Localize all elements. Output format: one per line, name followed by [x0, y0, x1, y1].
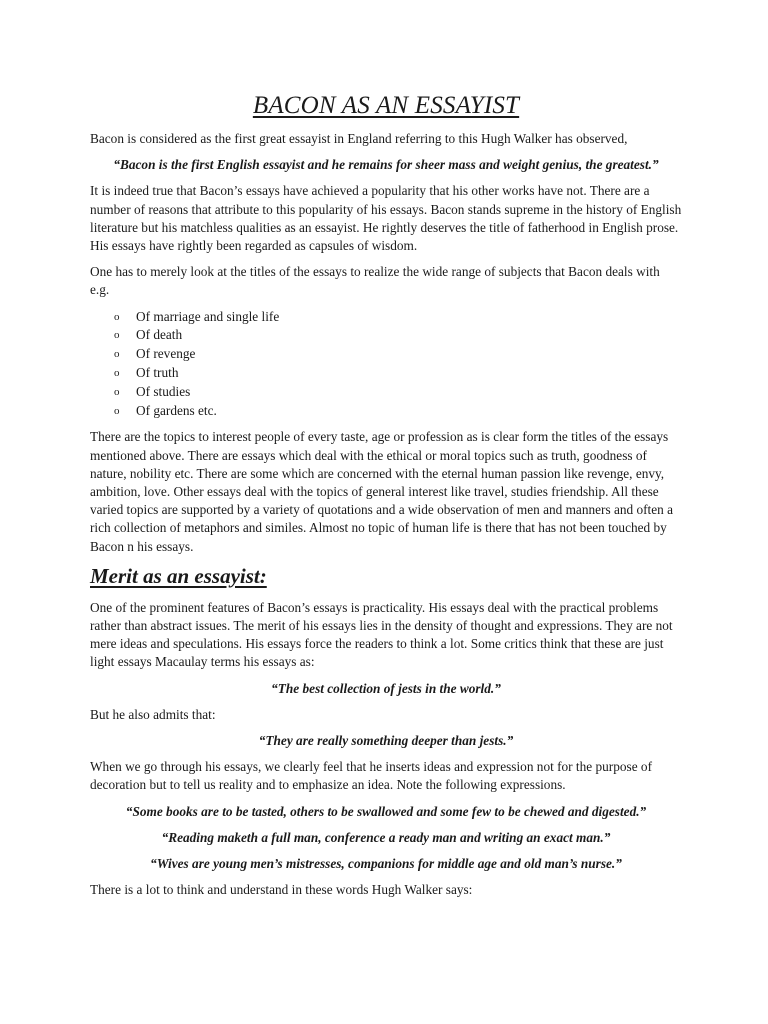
closing-paragraph: There is a lot to think and understand in these words Hugh Walker says: [90, 882, 473, 898]
quote-books: “Some books are to be tasted, others to be swallowed and some few to be chewed and digested.” [125, 803, 647, 819]
list-item [114, 308, 682, 327]
list-item [114, 326, 682, 345]
bullet-icon: o [114, 367, 120, 380]
list-item-label: Of marriage and single life [136, 308, 280, 324]
merit-paragraph: One of the prominent features of Bacon’s essays is practicality. His essays deal with the practical problems rather than abstract issues. The merit of his essays lies in the density of thought and expressions. They are not mere ideas and speculations. His essays force the readers to think a lot. Some critics think that these are just light essays Macaulay terms his essays as: [90, 599, 673, 670]
list-item-label: Of truth [136, 365, 179, 381]
list-item [114, 345, 682, 364]
page-title: BACON AS AN ESSAYIST [252, 92, 520, 119]
topics-paragraph: There are the topics to interest people of every taste, age or profession as is clear form the titles of the essays mentioned above. There are essays which deal with the ethical or moral topics such as truth, goodness of nature, nobility etc. There are some which are concerned with the eternal human passion like revenge, envy, ambition, love. Other essays deal with the topics of general interest like travel, studies friendship. All these varied topics are supported by a variety of quotations and a wide observation of men and manners and often a rich collection of metaphors and similes. Almost no topic of human life is there that has not been touched by Bacon n his essays. [90, 429, 674, 554]
list-item-label: Of death [136, 327, 183, 343]
section-heading-merit: Merit as an essayist: [90, 563, 267, 588]
popularity-paragraph: It is indeed true that Bacon’s essays have achieved a popularity that his other works have not. There are a number of reasons that attribute to this popularity of his essays. Bacon stands supreme in the history of English literature but his matchless qualities as an essayist. He rightly deserves the title of fatherhood in English prose. His essays have rightly been regarded as capsules of wisdom. [90, 183, 682, 254]
list-item [114, 402, 682, 421]
through-paragraph: When we go through his essays, we clearly feel that he inserts ideas and expression not for the purpose of decoration but to tell us reality and to emphasize an idea. Note the following expressions. [90, 759, 653, 793]
essay-topics-list [90, 308, 682, 421]
bullet-icon: o [114, 404, 120, 417]
titles-paragraph: One has to merely look at the titles of the essays to realize the wide range of subjects that Bacon deals with e.g. [90, 264, 660, 298]
list-item-label: Of studies [136, 383, 191, 399]
bullet-icon: o [114, 348, 120, 361]
list-item-label: Of gardens etc. [136, 402, 217, 418]
quote-macaulay: “The best collection of jests in the world.” [271, 680, 501, 696]
admits-paragraph: But he also admits that: [90, 706, 216, 722]
bullet-icon: o [114, 329, 120, 342]
list-item-label: Of revenge [136, 346, 196, 362]
list-item [114, 383, 682, 402]
quote-hugh-walker: “Bacon is the first English essayist and he remains for sheer mass and weight genius, the greatest.” [113, 157, 659, 173]
list-item [114, 364, 682, 383]
bullet-icon: o [114, 385, 120, 398]
intro-paragraph: Bacon is considered as the first great essayist in England referring to this Hugh Walker has observed, [90, 131, 628, 146]
quote-deeper: “They are really something deeper than jests.” [258, 733, 514, 749]
quote-wives: “Wives are young men’s mistresses, companions for middle age and old man’s nurse.” [150, 856, 622, 872]
quote-reading: “Reading maketh a full man, conference a ready man and writing an exact man.” [161, 829, 611, 845]
bullet-icon: o [114, 310, 120, 323]
